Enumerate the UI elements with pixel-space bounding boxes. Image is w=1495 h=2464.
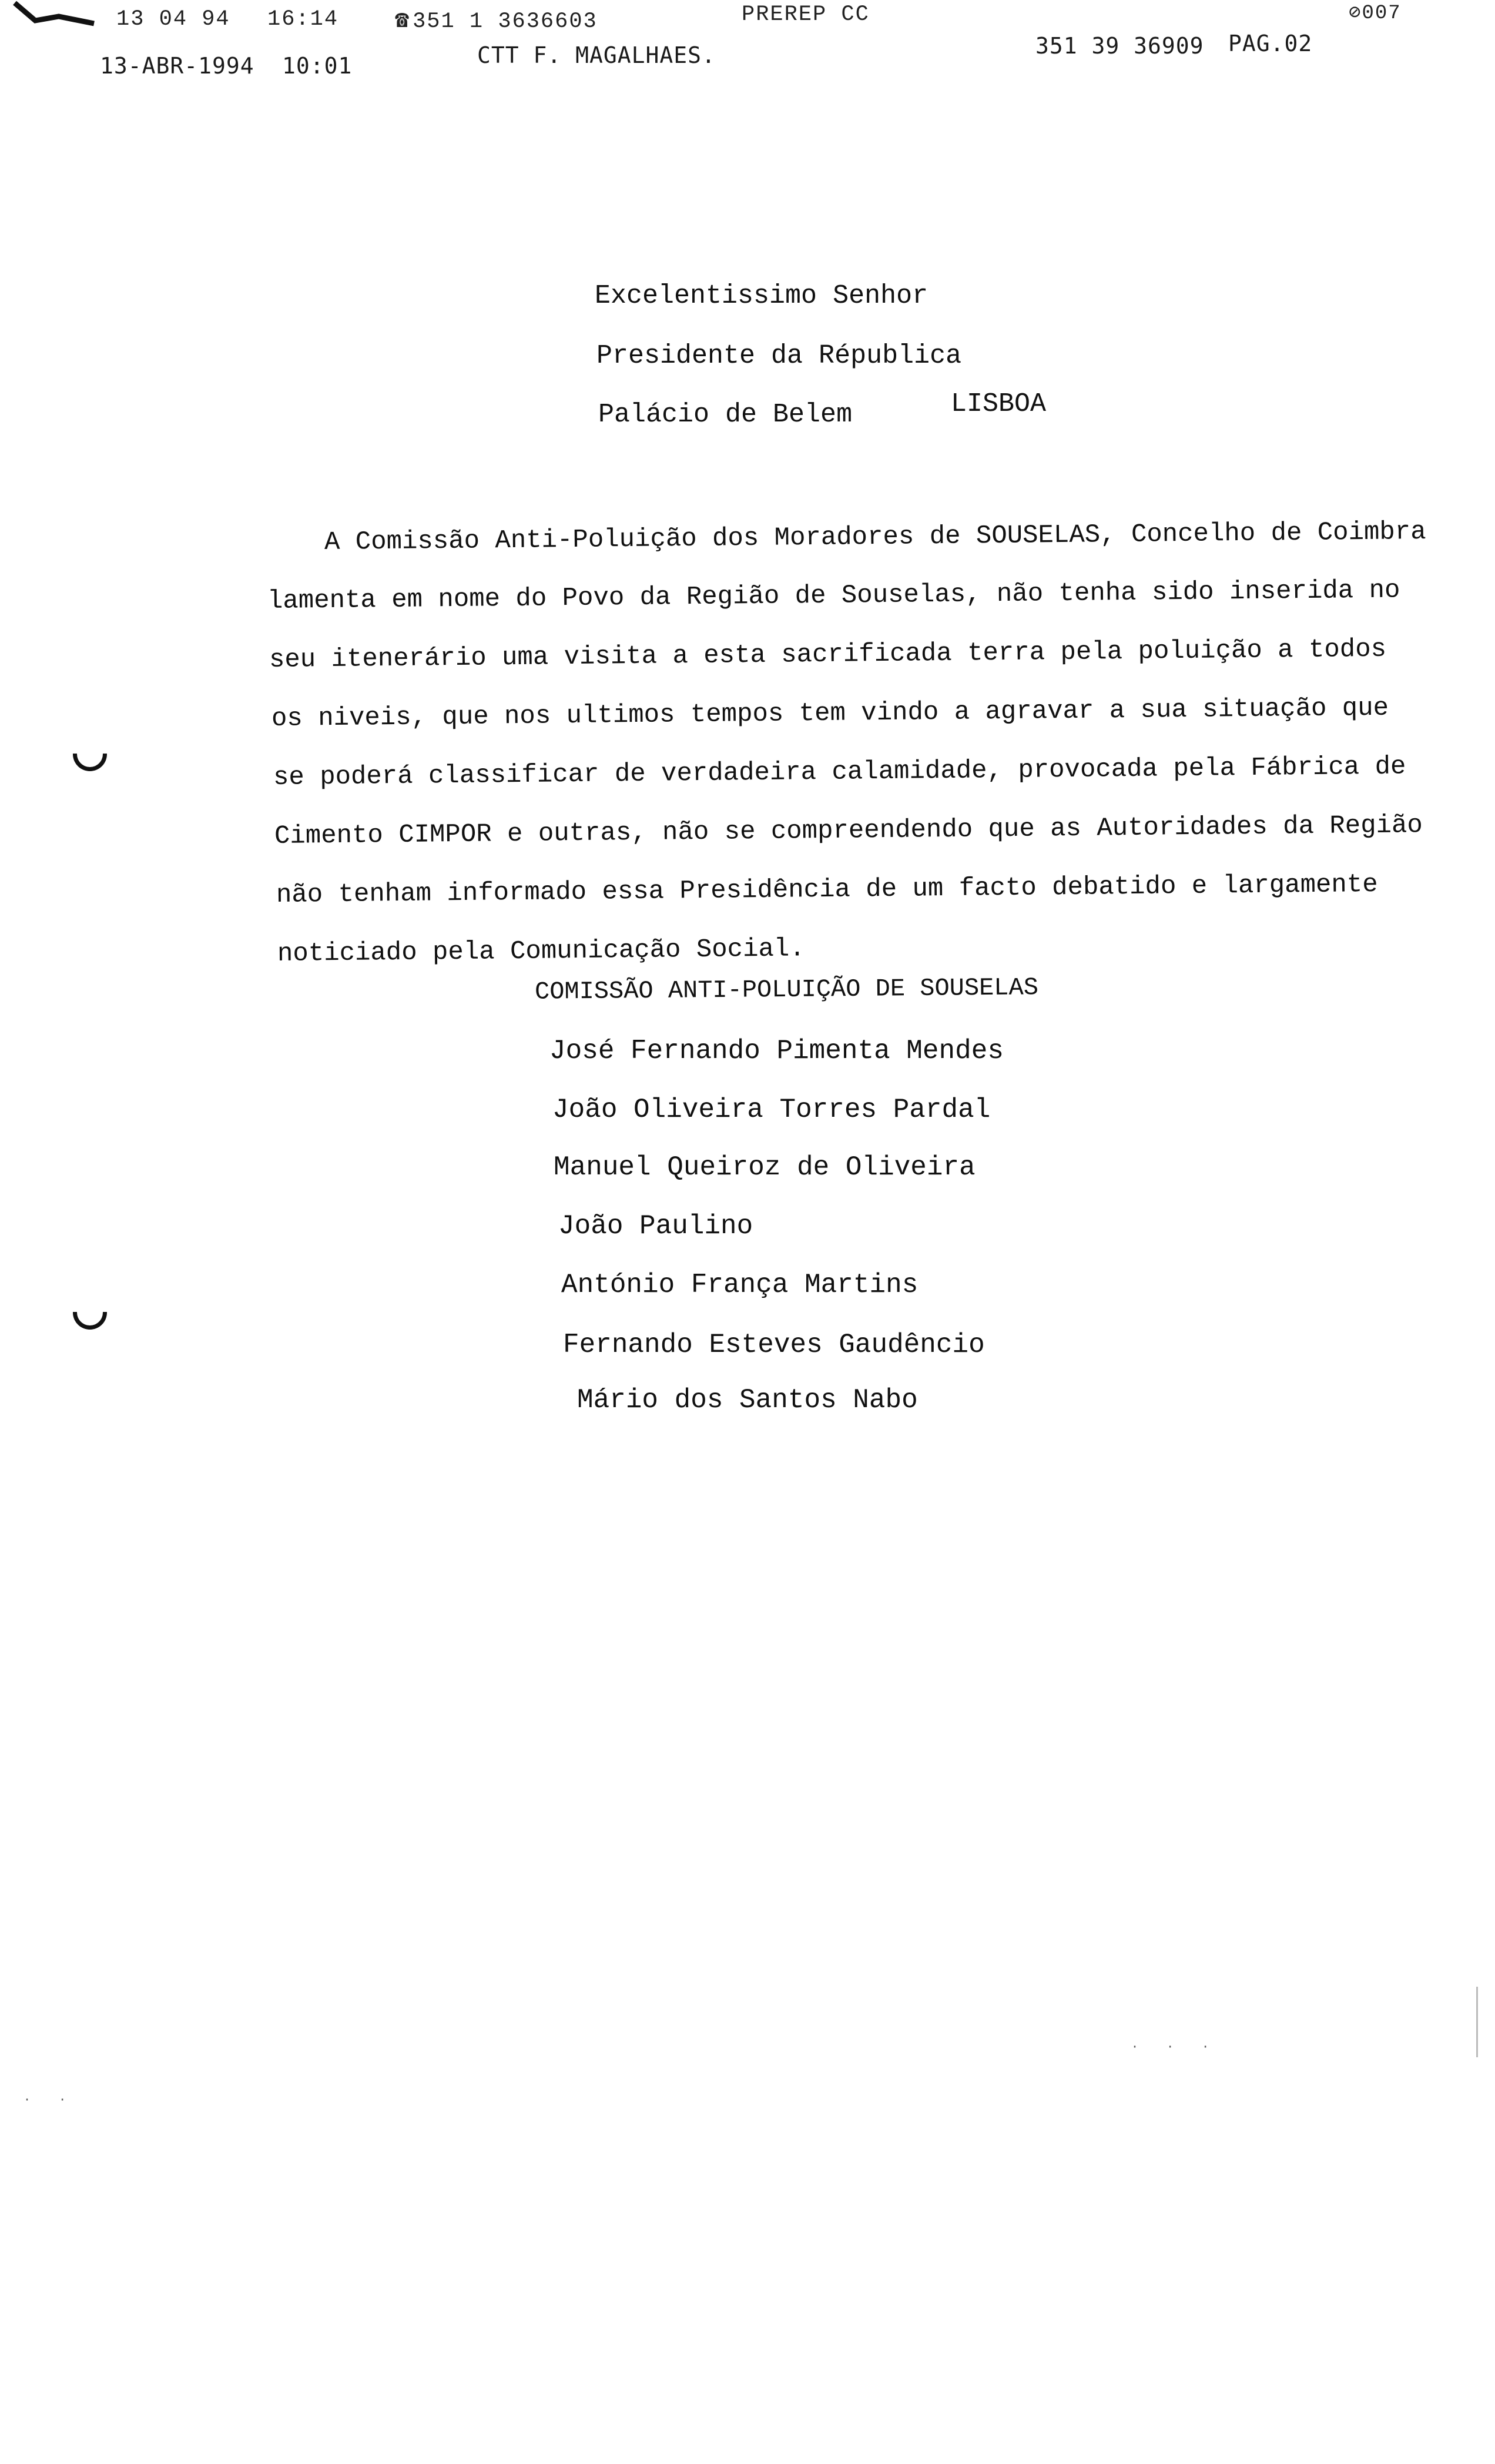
body-line: não tenham informado essa Presidência de um facto debatido e largamente	[276, 870, 1378, 910]
signature-heading: COMISSÃO ANTI-POLUIÇÃO DE SOUSELAS	[534, 973, 1039, 1006]
corner-scan-mark	[12, 0, 100, 35]
fax-phone-text: 351 1 3636603	[413, 9, 598, 34]
scan-speck: · ·	[24, 2093, 77, 2107]
signature-member: João Paulino	[558, 1211, 753, 1241]
fax-sender-number: 351 39 36909	[1035, 33, 1204, 59]
scan-speck: · · ·	[1131, 2040, 1220, 2054]
fax-recv-date: 13 04 94	[116, 7, 230, 32]
fax-recv-time: 16:14	[267, 7, 339, 32]
signature-member: Manuel Queiroz de Oliveira	[554, 1152, 976, 1183]
body-line: se poderá classificar de verdadeira calamidade, provocada pela Fábrica de	[273, 752, 1406, 792]
fax-phone-number	[395, 6, 598, 35]
address-city: LISBOA	[951, 389, 1047, 419]
body-line: noticiado pela Comunicação Social.	[277, 934, 805, 969]
body-line: seu itenerário uma visita a esta sacrificada terra pela poluição a todos	[269, 634, 1387, 675]
fax-page-label: PAG.02	[1228, 31, 1313, 56]
fax-sender-name: CTT F. MAGALHAES.	[477, 42, 716, 68]
fax-page-counter	[1349, 0, 1402, 25]
body-line: Cimento CIMPOR e outras, não se compreendendo que as Autoridades da Região	[274, 811, 1423, 851]
body-line: lamenta em nome do Povo da Região de Souselas, não tenha sido inserida no	[267, 575, 1400, 616]
signature-member: João Oliveira Torres Pardal	[552, 1094, 991, 1125]
address-salutation: Excelentissimo Senhor	[595, 281, 928, 311]
body-line: A Comissão Anti-Poluição dos Moradores de SOUSELAS, Concelho de Coimbra	[324, 517, 1426, 557]
fax-page-counter-text: 007	[1362, 2, 1402, 25]
address-building: Palácio de Belem	[598, 400, 853, 430]
scan-punch-mark	[73, 754, 107, 771]
body-line: os niveis, que nos ultimos tempos tem vindo a agravar a sua situação que	[271, 693, 1389, 734]
address-recipient: Presidente da Républica	[596, 341, 962, 371]
signature-member: Mário dos Santos Nabo	[577, 1385, 918, 1415]
fax-send-date: 13-ABR-1994	[100, 53, 254, 79]
signature-member: Fernando Esteves Gaudêncio	[563, 1330, 985, 1360]
fax-send-time: 10:01	[282, 53, 353, 79]
signature-member: António França Martins	[561, 1270, 919, 1300]
phone-icon: ☎	[395, 8, 411, 35]
signature-member: José Fernando Pimenta Mendes	[549, 1036, 1004, 1066]
scan-edge-line	[1476, 1987, 1478, 2057]
fax-station-id: PREREP CC	[742, 2, 870, 27]
scan-punch-mark	[73, 1312, 107, 1330]
fax-symbol-icon: ⊘	[1349, 2, 1362, 25]
